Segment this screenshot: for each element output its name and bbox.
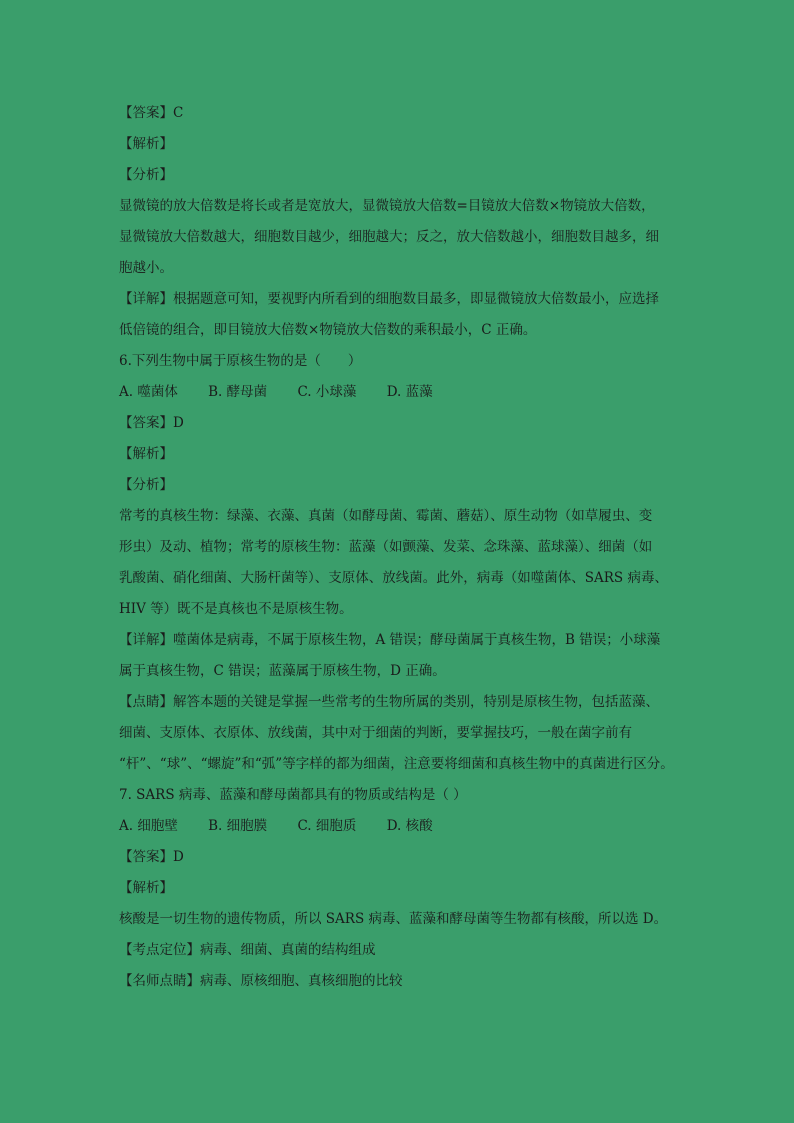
option-a: A. 细胞壁 [119,818,178,834]
explanation-heading: 【解析】 [119,446,173,462]
key-point-line: 【点睛】解答本题的关键是掌握一些常考的生物所属的类别，特别是原核生物，包括蓝藻、 [119,694,659,710]
test-point-line: 【考点定位】病毒、细菌、真菌的结构组成 [119,942,376,958]
analysis-text-line: 形虫）及动、植物；常考的原核生物：蓝藻（如颤藻、发菜、念珠藻、蓝球藻）、细菌（如 [119,539,653,555]
detail-text-line: 属于真核生物，C 错误；蓝藻属于原核生物，D 正确。 [119,663,446,679]
option-d: D. 蓝藻 [386,384,433,400]
answer-line: 【答案】D [119,415,184,431]
detail-text-line: 【详解】噬菌体是病毒，不属于原核生物，A 错误；酵母菌属于真核生物，B 错误；小球藻 [119,632,661,648]
analysis-text-line: 胞越小。 [119,260,173,276]
key-point-line: 细菌、支原体、衣原体、放线菌，其中对于细菌的判断，要掌握技巧，一般在菌字前有 [119,725,632,741]
key-point-line: “杆”、“球”、“螺旋”和“弧”等字样的都为细菌，注意要将细菌和真核生物中的真菌进行区分。 [119,756,674,772]
option-c: C. 小球藻 [297,384,357,400]
analysis-heading: 【分析】 [119,167,173,183]
question-7-stem: 7. SARS 病毒、蓝藻和酵母菌都具有的物质或结构是（ ） [119,787,467,803]
detail-text-line: 低倍镜的组合，即目镜放大倍数×物镜放大倍数的乘积最小，C 正确。 [119,322,537,338]
answer-line: 【答案】D [119,849,184,865]
analysis-text-line: 核酸是一切生物的遗传物质，所以 SARS 病毒、蓝藻和酵母菌等生物都有核酸，所以选 D。 [119,911,668,927]
question-6-options [119,377,679,408]
teacher-note-line: 【名师点睛】病毒、原核细胞、真核细胞的比较 [119,973,403,989]
detail-text-line: 【详解】根据题意可知，要视野内所看到的细胞数目最多，即显微镜放大倍数最小，应选择 [119,291,659,307]
analysis-heading: 【分析】 [119,477,173,493]
question-7-options [119,811,679,842]
option-c: C. 细胞质 [297,818,357,834]
question-6-stem: 6.下列生物中属于原核生物的是（ ） [119,353,362,369]
option-a: A. 噬菌体 [119,384,178,400]
option-d: D. 核酸 [386,818,433,834]
document-page [119,98,679,997]
explanation-heading: 【解析】 [119,880,173,896]
analysis-text-line: 乳酸菌、硝化细菌、大肠杆菌等）、支原体、放线菌。此外，病毒（如噬菌体、SARS 病毒、 [119,570,668,586]
analysis-text-line: 显微镜的放大倍数是将长或者是宽放大，显微镜放大倍数=目镜放大倍数×物镜放大倍数， [119,198,655,214]
option-b: B. 酵母菌 [208,384,268,400]
answer-line: 【答案】C [119,105,184,121]
option-b: B. 细胞膜 [208,818,268,834]
analysis-text-line: HIV 等）既不是真核也不是原核生物。 [119,601,353,617]
analysis-text-line: 常考的真核生物：绿藻、衣藻、真菌（如酵母菌、霉菌、蘑菇）、原生动物（如草履虫、变 [119,508,653,524]
explanation-heading: 【解析】 [119,136,173,152]
analysis-text-line: 显微镜放大倍数越大，细胞数目越少，细胞越大；反之，放大倍数越小，细胞数目越多，细 [119,229,659,245]
